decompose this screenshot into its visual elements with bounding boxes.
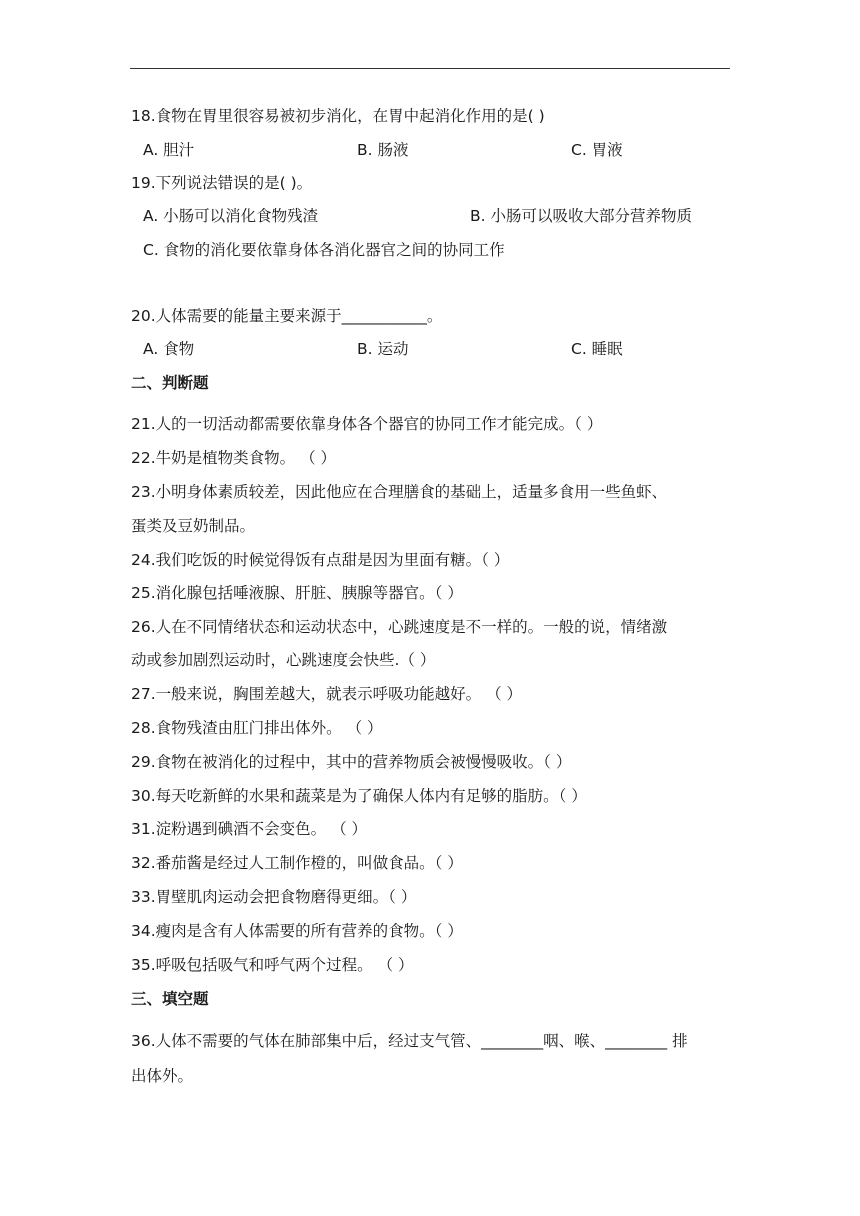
judge-item-34: 34.瘦肉是含有人体需要的所有营养的食物。（ ）	[131, 922, 463, 940]
question-20-option-a: A. 食物	[143, 340, 195, 358]
judge-item-22: 22.牛奶是植物类食物。 （ ）	[131, 449, 337, 467]
question-19-option-a: A. 小肠可以消化食物残渣	[143, 207, 319, 225]
judge-item-21: 21.人的一切活动都需要依靠身体各个器官的协同工作才能完成。（ ）	[131, 415, 603, 433]
judge-item-27: 27.一般来说，胸围差越大，就表示呼吸功能越好。 （ ）	[131, 685, 523, 703]
judge-item-23-line2: 蛋类及豆奶制品。	[131, 517, 256, 535]
judge-item-33: 33.胃壁肌肉运动会把食物磨得更细。（ ）	[131, 888, 417, 906]
question-19-option-b: B. 小肠可以吸收大部分营养物质	[470, 207, 692, 225]
judge-item-28: 28.食物残渣由肛门排出体外。 （ ）	[131, 719, 383, 737]
question-18-option-c: C. 胃液	[571, 141, 623, 159]
question-20-option-c: C. 睡眠	[571, 340, 623, 358]
judge-item-29: 29.食物在被消化的过程中，其中的营养物质会被慢慢吸收。（ ）	[131, 753, 572, 771]
judge-item-25: 25.消化腺包括唾液腺、肝脏、胰腺等器官。（ ）	[131, 584, 463, 602]
header-rule	[130, 68, 730, 69]
question-20-stem: 20.人体需要的能量主要来源于___________。	[131, 307, 443, 325]
judge-item-23-line1: 23.小明身体素质较差，因此他应在合理膳食的基础上，适量多食用一些鱼虾、	[131, 483, 668, 501]
question-20-option-b: B. 运动	[357, 340, 409, 358]
section-heading-fill: 三、填空题	[131, 990, 209, 1008]
section-heading-judge: 二、判断题	[131, 374, 209, 392]
judge-item-26-line1: 26.人在不同情绪状态和运动状态中，心跳速度是不一样的。一般的说，情绪激	[131, 618, 668, 636]
judge-item-26-line2: 动或参加剧烈运动时，心跳速度会快些.（ ）	[131, 651, 436, 669]
question-18-stem: 18.食物在胃里很容易被初步消化，在胃中起消化作用的是( )	[131, 107, 545, 125]
fill-item-36-line2: 出体外。	[131, 1067, 194, 1085]
question-19-stem: 19.下列说法错误的是( )。	[131, 174, 313, 192]
fill-item-36-line1: 36.人体不需要的气体在肺部集中后，经过支气管、________咽、喉、________ 排	[131, 1032, 688, 1050]
question-19-option-c: C. 食物的消化要依靠身体各消化器官之间的协同工作	[143, 241, 505, 259]
judge-item-35: 35.呼吸包括吸气和呼气两个过程。 （ ）	[131, 956, 414, 974]
judge-item-30: 30.每天吃新鲜的水果和蔬菜是为了确保人体内有足够的脂肪。（ ）	[131, 787, 587, 805]
judge-item-31: 31.淀粉遇到碘酒不会变色。 （ ）	[131, 820, 368, 838]
judge-item-32: 32.番茄酱是经过人工制作橙的，叫做食品。（ ）	[131, 854, 463, 872]
judge-item-24: 24.我们吃饭的时候觉得饭有点甜是因为里面有糖。（ ）	[131, 551, 510, 569]
question-18-option-a: A. 胆汁	[143, 141, 195, 159]
question-18-option-b: B. 肠液	[357, 141, 409, 159]
